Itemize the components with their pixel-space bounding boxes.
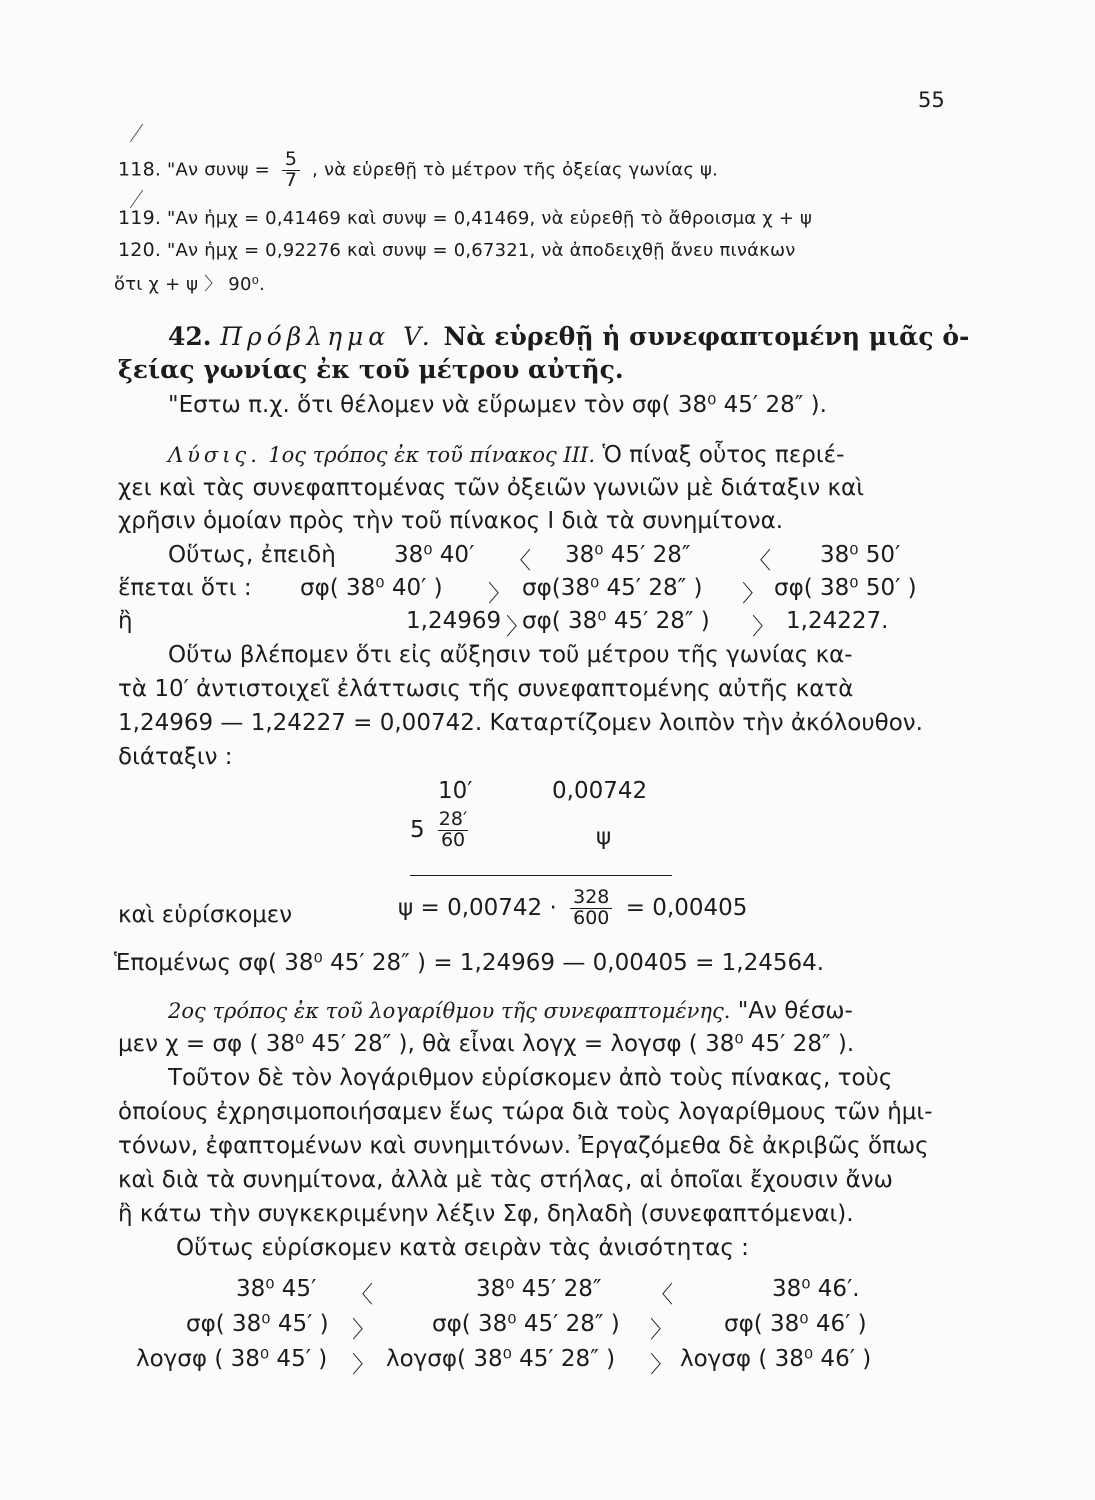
ineq-term: σφ(38⁰ 45′ 28″ ) — [522, 575, 703, 601]
fraction: $\frac{328}{600}$ — [570, 888, 612, 929]
ineq-operator: 〉 — [352, 1317, 375, 1343]
ineq-term: σφ( 38⁰ 40′ ) — [300, 575, 443, 601]
paragraph-line: χει καὶ τὰς συνεφαπτομένας τῶν ὀξειῶν γωνιῶν μὲ διάταξιν καὶ — [118, 475, 864, 501]
section-heading-continued: ξείας γωνίας ἐκ τοῦ μέτρου αὐτῆς. — [118, 355, 624, 384]
paragraph-line: ὁποίους ἐχρησιμοποιήσαμεν ἕως τώρα διὰ τοὺς λογαρίθμους τῶν ἡμι- — [118, 1099, 933, 1125]
ineq-term: σφ( 38⁰ 50′ ) — [774, 575, 917, 601]
ineq-operator: 〉 — [506, 614, 529, 640]
ineq-lead: Οὕτως, ἐπειδὴ — [168, 542, 336, 568]
result-line: Ἑπομένως σφ( 38⁰ 45′ 28″ ) = 1,24969 — 0,00405 = 1,24564. — [114, 950, 825, 976]
ineq-term: σφ( 38⁰ 45′ ) — [186, 1311, 329, 1337]
table-cell: 10′ — [438, 778, 473, 804]
ineq-term: σφ( 38⁰ 45′ 28″ ) — [522, 608, 710, 634]
ineq-operator: 〉 — [488, 581, 511, 607]
table-cell: ψ — [596, 824, 612, 850]
ineq-operator: 〉 — [650, 1317, 673, 1343]
ineq-lead: ἢ — [118, 608, 133, 634]
ineq-term: σφ( 38⁰ 46′ ) — [724, 1311, 867, 1337]
paragraph-line: 1,24969 — 1,24227 = 0,00742. Καταρτίζομεν λοιπὸν τὴν ἀκόλουθον. — [118, 710, 923, 736]
table-cell: 0,00742 — [552, 778, 648, 804]
ineq-operator: 〉 — [742, 581, 765, 607]
find-equation: ψ = 0,00742 · $\frac{328}{600}$ = 0,00405 — [398, 886, 748, 929]
ineq-operator: 〈 — [748, 548, 771, 574]
ineq-term: 1,24227. — [786, 608, 889, 634]
paragraph-line: χρῆσιν ὁμοίαν πρὸς τὴν τοῦ πίνακος Ι διὰ τὰ συνημίτονα. — [118, 508, 784, 534]
ineq-term: λογσφ( 38⁰ 45′ 28″ ) — [386, 1346, 616, 1372]
ineq-operator: 〈 — [350, 1282, 373, 1308]
method2-intro: 2ος τρόπος ἐκ τοῦ λογαρίθμου τῆς συνεφαπτομένης. "Αν θέσω- — [168, 998, 853, 1024]
exercise-120: 120. "Αν ἡμχ = 0,92276 καὶ συνψ = 0,67321, νὰ ἀποδειχθῇ ἄνευ πινάκων — [118, 239, 796, 261]
paragraph-line: διάταξιν : — [118, 744, 233, 770]
paragraph-line: Οὕτως εὑρίσκομεν κατὰ σειρὰν τὰς ἀνισότητας : — [176, 1235, 749, 1261]
example-statement: "Εστω π.χ. ὅτι θέλομεν νὰ εὕρωμεν τὸν σφ( 38⁰ 45′ 28″ ). — [168, 392, 827, 418]
ineq-term: 38⁰ 45′ 28″ — [476, 1276, 602, 1302]
paragraph-line: Τοῦτον δὲ τὸν λογάριθμον εὑρίσκομεν ἀπὸ τοὺς πίνακας, τοὺς — [168, 1065, 893, 1091]
paragraph-line: Οὕτω βλέπομεν ὅτι εἰς αὔξησιν τοῦ μέτρου τῆς γωνίας κα- — [168, 642, 853, 668]
table-rule — [410, 875, 672, 876]
fraction: $\frac{5}{7}$ — [282, 150, 300, 191]
fraction: $\frac{28'}{60}$ — [438, 808, 468, 851]
paragraph-line: μεν χ = σφ ( 38⁰ 45′ 28″ ), θὰ εἶναι λογχ = λογσφ ( 38⁰ 45′ 28″ ). — [118, 1031, 855, 1057]
paragraph-line: τὰ 10′ ἀντιστοιχεῖ ἐλάττωσις τῆς συνεφαπτομένης αὐτῆς κατὰ — [118, 676, 854, 702]
ineq-lead: ἕπεται ὅτι : — [118, 575, 252, 601]
section-heading: 42. Πρόβλημα V. Νὰ εὑρεθῇ ἡ συνεφαπτομένη μιᾶς ὀ- — [168, 322, 970, 351]
ineq-operator: 〉 — [352, 1352, 375, 1378]
ineq-term: 38⁰ 45′ 28″ — [565, 542, 691, 568]
find-lead: καὶ εὑρίσκομεν — [118, 902, 293, 928]
pen-mark — [130, 124, 143, 143]
ineq-term: 38⁰ 45′ — [236, 1276, 317, 1302]
page-number: 55 — [918, 88, 945, 112]
exercise-119: 119. "Αν ἡμχ = 0,41469 καὶ συνψ = 0,41469, νὰ εὑρεθῇ τὸ ἄθροισμα χ + ψ — [118, 207, 813, 229]
ineq-operator: 〉 — [752, 614, 775, 640]
ineq-term: 38⁰ 40′ — [394, 542, 475, 568]
ineq-term: λογσφ ( 38⁰ 45′ ) — [136, 1346, 328, 1372]
ineq-operator: 〈 — [508, 548, 531, 574]
exercise-120-continued: ὅτι χ + ψ 〉 90⁰. — [114, 274, 265, 295]
ineq-term: 38⁰ 46′. — [772, 1276, 860, 1302]
ineq-term: 38⁰ 50′ — [820, 542, 901, 568]
ineq-term: σφ( 38⁰ 45′ 28″ ) — [432, 1311, 620, 1337]
table-cell: 5 $\frac{28'}{60}$ — [410, 808, 468, 851]
paragraph-line: ἢ κάτω τὴν συγκεκριμένην λέξιν Σφ, δηλαδὴ (συνεφαπτόμεναι). — [118, 1201, 854, 1227]
paragraph-line: καὶ διὰ τὰ συνημίτονα, ἀλλὰ μὲ τὰς στήλας, αἱ ὁποῖαι ἔχουσιν ἄνω — [118, 1167, 893, 1193]
ineq-operator: 〈 — [650, 1282, 673, 1308]
exercise-118: 118. "Αν συνψ = $\frac{5}{7}$ , νὰ εὑρεθῇ τὸ μέτρον τῆς ὀξείας γωνίας ψ. — [118, 148, 719, 191]
solution-intro: Λύσις. 1ος τρόπος ἐκ τοῦ πίνακος ΙΙΙ. Ὁ πίναξ οὗτος περιέ- — [168, 442, 845, 468]
paragraph-line: τόνων, ἐφαπτομένων καὶ συνημιτόνων. Ἐργαζόμεθα δὲ ἀκριβῶς ὅπως — [118, 1133, 929, 1159]
pen-mark — [130, 190, 143, 209]
ineq-term: 1,24969 — [406, 608, 502, 634]
ineq-term: λογσφ ( 38⁰ 46′ ) — [680, 1346, 872, 1372]
ineq-operator: 〉 — [650, 1352, 673, 1378]
